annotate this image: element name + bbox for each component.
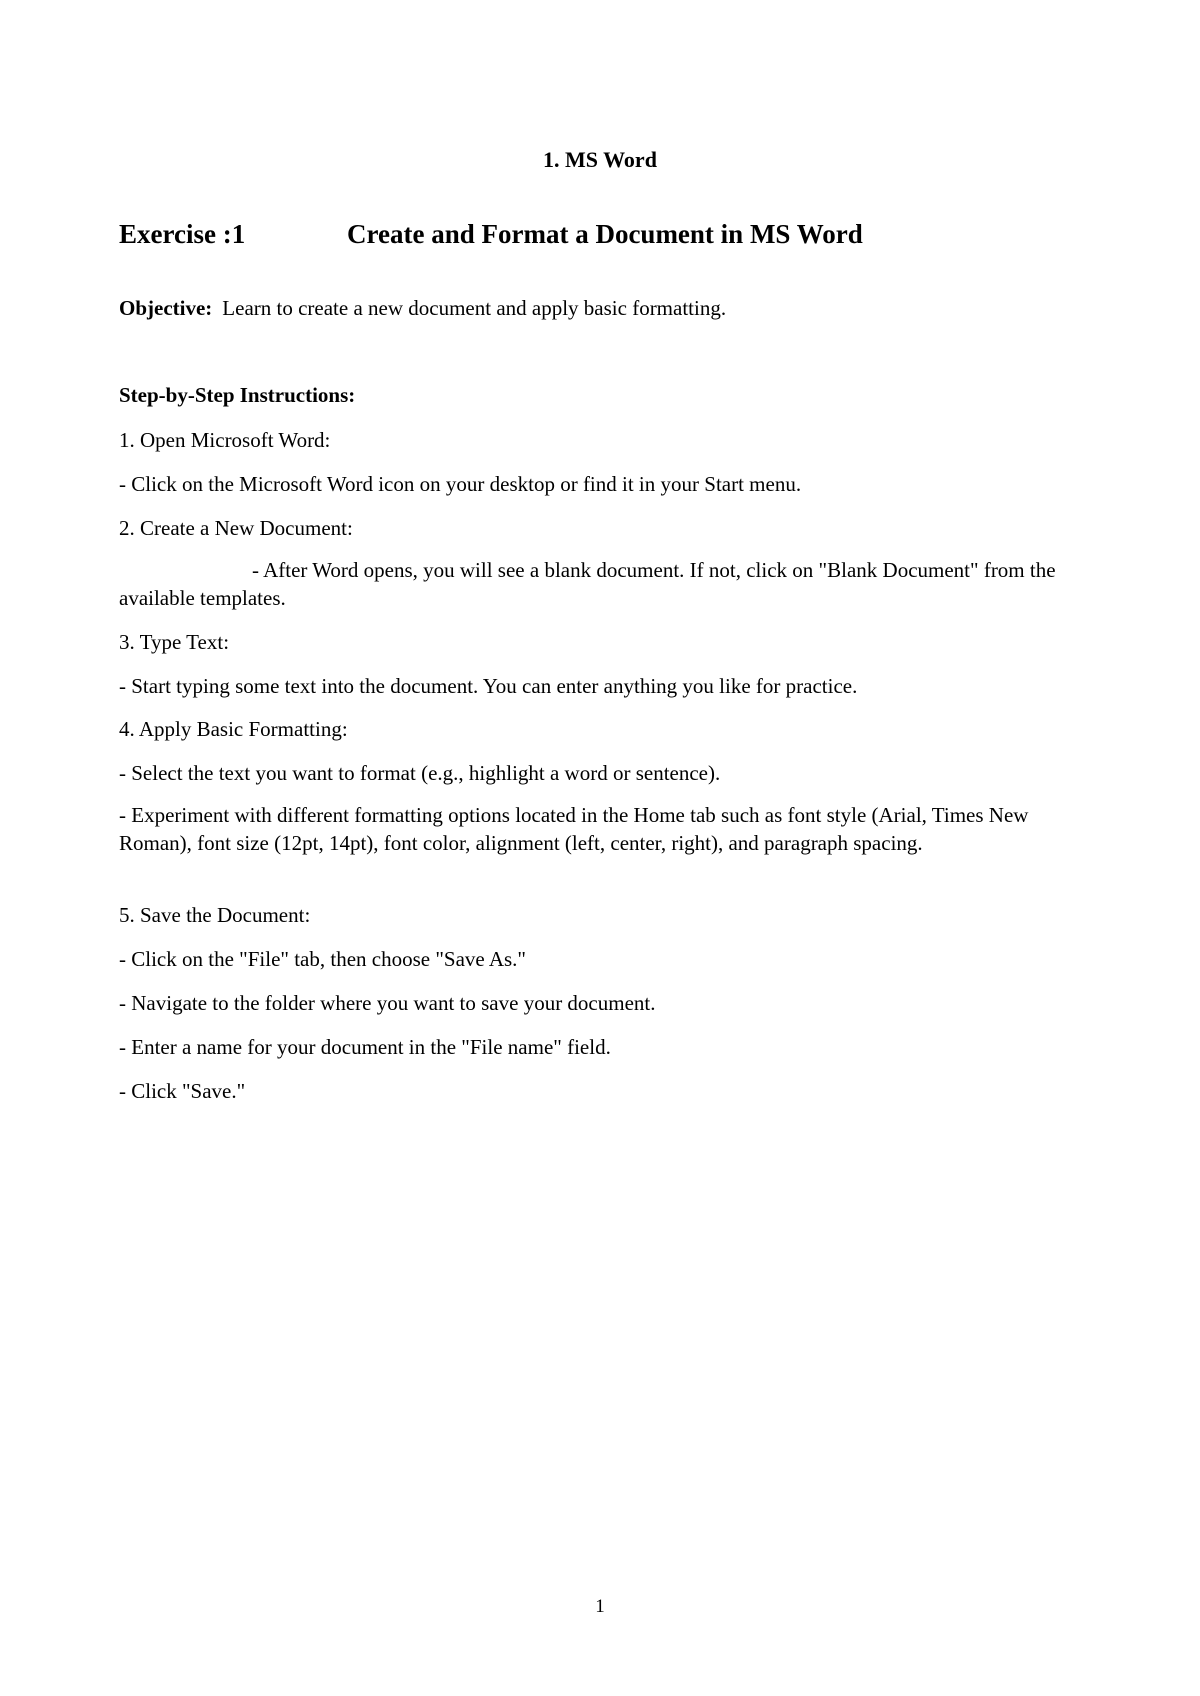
step-heading-new-document: 2. Create a New Document: bbox=[119, 516, 353, 540]
step-heading-save: 5. Save the Document: bbox=[119, 903, 311, 927]
exercise-number: Exercise :1 bbox=[119, 219, 246, 249]
step-detail-select-text: - Select the text you want to format (e.g., highlight a word or sentence). bbox=[119, 761, 721, 785]
page-number: 1 bbox=[595, 1596, 605, 1617]
step-detail-open-word: - Click on the Microsoft Word icon on your desktop or find it in your Start menu. bbox=[119, 472, 802, 496]
step-detail-enter-name: - Enter a name for your document in the "File name" field. bbox=[119, 1035, 611, 1059]
exercise-heading bbox=[119, 217, 863, 251]
objective-label: Objective: bbox=[119, 296, 213, 320]
instructions-heading: Step-by-Step Instructions: bbox=[119, 383, 356, 407]
step-detail-experiment-formatting: - Experiment with different formatting options located in the Home tab such as font style (Arial, Times New Roman), font size (12pt, 14pt), font color, alignment (left, center, right), and paragraph spacing. bbox=[119, 803, 1029, 855]
chapter-title: 1. MS Word bbox=[543, 147, 657, 172]
objective-text: Learn to create a new document and apply basic formatting. bbox=[222, 296, 727, 320]
step-detail-new-document: - After Word opens, you will see a blank document. If not, click on "Blank Document" from the available templates. bbox=[119, 558, 1056, 610]
exercise-title: Create and Format a Document in MS Word bbox=[347, 219, 863, 249]
step-detail-type-text: - Start typing some text into the document. You can enter anything you like for practice. bbox=[119, 674, 858, 698]
step-heading-open-word: 1. Open Microsoft Word: bbox=[119, 428, 331, 452]
step-heading-type-text: 3. Type Text: bbox=[119, 630, 230, 654]
step-detail-navigate-folder: - Navigate to the folder where you want to save your document. bbox=[119, 991, 656, 1015]
step-detail-file-tab: - Click on the "File" tab, then choose "Save As." bbox=[119, 947, 526, 971]
step-heading-formatting: 4. Apply Basic Formatting: bbox=[119, 717, 348, 741]
objective-line bbox=[119, 295, 726, 321]
step-detail-click-save: - Click "Save." bbox=[119, 1079, 246, 1103]
